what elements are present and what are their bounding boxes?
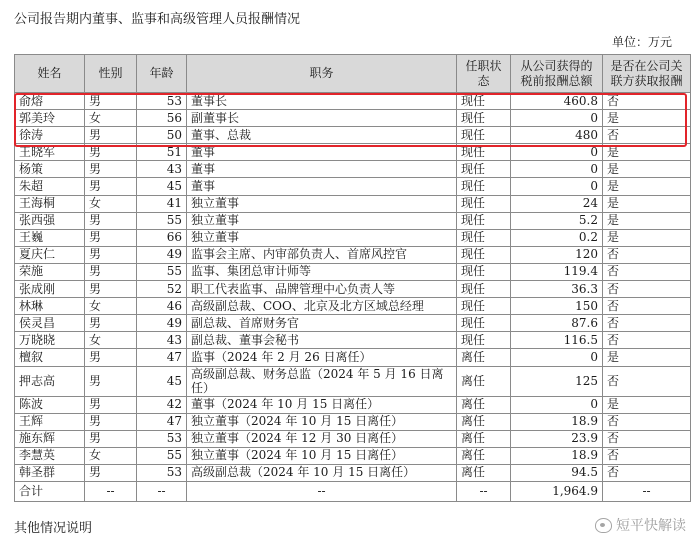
header-related: 是否在公司关联方获取报酬 bbox=[603, 55, 691, 93]
cell-gender: 女 bbox=[85, 298, 137, 315]
cell-name: 俞熔 bbox=[15, 93, 85, 110]
cell-age: 49 bbox=[137, 315, 187, 332]
cell-status: 离任 bbox=[457, 396, 511, 413]
cell-age: 47 bbox=[137, 413, 187, 430]
table-row bbox=[15, 178, 691, 195]
cell-age: -- bbox=[137, 481, 187, 501]
cell-status: 现任 bbox=[457, 127, 511, 144]
cell-name: 王辉 bbox=[15, 413, 85, 430]
watermark bbox=[595, 515, 686, 535]
cell-gender: 男 bbox=[85, 315, 137, 332]
cell-status: 现任 bbox=[457, 298, 511, 315]
cell-related: 是 bbox=[603, 349, 691, 366]
table-row bbox=[15, 93, 691, 110]
total-row bbox=[15, 481, 691, 501]
cell-title: 高级副总裁、COO、北京及北方区域总经理 bbox=[187, 298, 457, 315]
cell-status: 离任 bbox=[457, 430, 511, 447]
cell-pay: 87.6 bbox=[511, 315, 603, 332]
cell-title: 副总裁、首席财务官 bbox=[187, 315, 457, 332]
cell-name: 杨策 bbox=[15, 161, 85, 178]
cell-related: 否 bbox=[603, 366, 691, 396]
cell-name: 万晓晓 bbox=[15, 332, 85, 349]
cell-age: 55 bbox=[137, 447, 187, 464]
cell-gender: 男 bbox=[85, 212, 137, 229]
cell-age: 55 bbox=[137, 212, 187, 229]
table-row bbox=[15, 263, 691, 280]
cell-gender: 男 bbox=[85, 396, 137, 413]
cell-pay: 0 bbox=[511, 178, 603, 195]
cell-name: 韩圣群 bbox=[15, 464, 85, 481]
cell-related: 否 bbox=[603, 430, 691, 447]
table-row bbox=[15, 229, 691, 246]
watermark-text: 短平快解读 bbox=[616, 518, 686, 534]
cell-status: 离任 bbox=[457, 447, 511, 464]
cell-related: 否 bbox=[603, 315, 691, 332]
cell-age: 55 bbox=[137, 263, 187, 280]
cell-status: 现任 bbox=[457, 161, 511, 178]
cell-title: 董事 bbox=[187, 144, 457, 161]
cell-related: 是 bbox=[603, 229, 691, 246]
cell-gender: 男 bbox=[85, 349, 137, 366]
cell-age: 42 bbox=[137, 396, 187, 413]
cell-title: 独立董事（2024 年 10 月 15 日离任） bbox=[187, 413, 457, 430]
cell-name: 陈波 bbox=[15, 396, 85, 413]
table-body bbox=[15, 93, 691, 502]
page-title: 公司报告期内董事、监事和高级管理人员报酬情况 bbox=[14, 12, 301, 27]
table-row bbox=[15, 144, 691, 161]
table-row bbox=[15, 366, 691, 396]
cell-name: 荣施 bbox=[15, 263, 85, 280]
cell-age: 66 bbox=[137, 229, 187, 246]
compensation-table bbox=[14, 54, 691, 502]
cell-gender: 男 bbox=[85, 229, 137, 246]
cell-name: 施东辉 bbox=[15, 430, 85, 447]
cell-gender: 女 bbox=[85, 195, 137, 212]
cell-gender: 男 bbox=[85, 178, 137, 195]
table-row bbox=[15, 127, 691, 144]
table-row bbox=[15, 332, 691, 349]
cell-status: 现任 bbox=[457, 229, 511, 246]
cell-pay: 119.4 bbox=[511, 263, 603, 280]
cell-related: 否 bbox=[603, 263, 691, 280]
cell-related: -- bbox=[603, 481, 691, 501]
cell-age: 47 bbox=[137, 349, 187, 366]
cell-title: 独立董事 bbox=[187, 229, 457, 246]
cell-age: 45 bbox=[137, 366, 187, 396]
cell-title: 董事长 bbox=[187, 93, 457, 110]
cell-pay: 116.5 bbox=[511, 332, 603, 349]
cell-name: 朱超 bbox=[15, 178, 85, 195]
cell-status: 现任 bbox=[457, 263, 511, 280]
cell-title: 独立董事 bbox=[187, 212, 457, 229]
cell-age: 50 bbox=[137, 127, 187, 144]
cell-status: 离任 bbox=[457, 349, 511, 366]
cell-pay: 24 bbox=[511, 195, 603, 212]
cell-gender: 男 bbox=[85, 93, 137, 110]
cell-pay: 0.2 bbox=[511, 229, 603, 246]
cell-pay: 36.3 bbox=[511, 281, 603, 298]
cell-gender: 男 bbox=[85, 161, 137, 178]
cell-gender: 男 bbox=[85, 464, 137, 481]
cell-title: 董事、总裁 bbox=[187, 127, 457, 144]
cell-pay: 0 bbox=[511, 349, 603, 366]
cell-title: 董事（2024 年 10 月 15 日离任） bbox=[187, 396, 457, 413]
cell-title: 独立董事（2024 年 10 月 15 日离任） bbox=[187, 447, 457, 464]
cell-gender: 女 bbox=[85, 110, 137, 127]
table-row bbox=[15, 315, 691, 332]
cell-pay: 1,964.9 bbox=[511, 481, 603, 501]
table-row bbox=[15, 447, 691, 464]
header-title: 职务 bbox=[187, 55, 457, 93]
cell-name: 夏庆仁 bbox=[15, 246, 85, 263]
cell-status: 现任 bbox=[457, 281, 511, 298]
cell-status: 离任 bbox=[457, 464, 511, 481]
cell-related: 是 bbox=[603, 195, 691, 212]
cell-related: 否 bbox=[603, 127, 691, 144]
cell-pay: 0 bbox=[511, 110, 603, 127]
header-name: 姓名 bbox=[15, 55, 85, 93]
cell-related: 是 bbox=[603, 396, 691, 413]
table-header-row bbox=[15, 55, 691, 93]
cell-gender: 男 bbox=[85, 263, 137, 280]
cell-status: 现任 bbox=[457, 144, 511, 161]
cell-age: 53 bbox=[137, 430, 187, 447]
cell-age: 53 bbox=[137, 93, 187, 110]
cell-related: 否 bbox=[603, 464, 691, 481]
header-gender: 性别 bbox=[85, 55, 137, 93]
cell-title: 高级副总裁、财务总监（2024 年 5 月 16 日离任） bbox=[187, 366, 457, 396]
cell-gender: 男 bbox=[85, 246, 137, 263]
cell-related: 否 bbox=[603, 298, 691, 315]
cell-name: 侯灵昌 bbox=[15, 315, 85, 332]
cell-pay: 94.5 bbox=[511, 464, 603, 481]
header-age: 年龄 bbox=[137, 55, 187, 93]
cell-age: 43 bbox=[137, 332, 187, 349]
cell-gender: 男 bbox=[85, 413, 137, 430]
cell-age: 43 bbox=[137, 161, 187, 178]
table-row bbox=[15, 349, 691, 366]
cell-related: 否 bbox=[603, 246, 691, 263]
cell-title: 独立董事 bbox=[187, 195, 457, 212]
cell-title: -- bbox=[187, 481, 457, 501]
cell-title: 监事会主席、内审部负责人、首席风控官 bbox=[187, 246, 457, 263]
table-row bbox=[15, 298, 691, 315]
cell-name: 李慧英 bbox=[15, 447, 85, 464]
cell-title: 董事 bbox=[187, 178, 457, 195]
cell-pay: 480 bbox=[511, 127, 603, 144]
cell-status: 离任 bbox=[457, 366, 511, 396]
cell-age: 41 bbox=[137, 195, 187, 212]
cell-name: 张西强 bbox=[15, 212, 85, 229]
cell-name: 张成刚 bbox=[15, 281, 85, 298]
cell-title: 监事（2024 年 2 月 26 日离任） bbox=[187, 349, 457, 366]
cell-related: 是 bbox=[603, 110, 691, 127]
cell-age: 56 bbox=[137, 110, 187, 127]
cell-age: 46 bbox=[137, 298, 187, 315]
table-row bbox=[15, 464, 691, 481]
table-row bbox=[15, 110, 691, 127]
weibo-icon bbox=[595, 518, 612, 533]
cell-pay: 460.8 bbox=[511, 93, 603, 110]
cell-related: 否 bbox=[603, 93, 691, 110]
cell-status: 现任 bbox=[457, 178, 511, 195]
cell-pay: 0 bbox=[511, 161, 603, 178]
cell-title: 副董事长 bbox=[187, 110, 457, 127]
cell-name: 王晓军 bbox=[15, 144, 85, 161]
footer-note: 其他情况说明 bbox=[14, 521, 93, 536]
cell-name: 押志高 bbox=[15, 366, 85, 396]
cell-status: 现任 bbox=[457, 315, 511, 332]
cell-name: 郭美玲 bbox=[15, 110, 85, 127]
table-row bbox=[15, 430, 691, 447]
cell-status: 现任 bbox=[457, 110, 511, 127]
cell-title: 独立董事（2024 年 12 月 30 日离任） bbox=[187, 430, 457, 447]
cell-related: 是 bbox=[603, 161, 691, 178]
cell-related: 否 bbox=[603, 281, 691, 298]
cell-age: 45 bbox=[137, 178, 187, 195]
cell-age: 49 bbox=[137, 246, 187, 263]
cell-title: 职工代表监事、品牌管理中心负责人等 bbox=[187, 281, 457, 298]
cell-status: 离任 bbox=[457, 413, 511, 430]
cell-gender: -- bbox=[85, 481, 137, 501]
cell-gender: 女 bbox=[85, 332, 137, 349]
cell-name: 合计 bbox=[15, 481, 85, 501]
cell-pay: 5.2 bbox=[511, 212, 603, 229]
cell-age: 51 bbox=[137, 144, 187, 161]
table-row bbox=[15, 161, 691, 178]
cell-pay: 125 bbox=[511, 366, 603, 396]
cell-age: 52 bbox=[137, 281, 187, 298]
cell-related: 否 bbox=[603, 413, 691, 430]
cell-pay: 150 bbox=[511, 298, 603, 315]
cell-status: 现任 bbox=[457, 93, 511, 110]
cell-gender: 男 bbox=[85, 281, 137, 298]
cell-status: 现任 bbox=[457, 195, 511, 212]
cell-name: 王巍 bbox=[15, 229, 85, 246]
cell-related: 是 bbox=[603, 212, 691, 229]
cell-title: 监事、集团总审计师等 bbox=[187, 263, 457, 280]
cell-status: 现任 bbox=[457, 212, 511, 229]
cell-status: 现任 bbox=[457, 246, 511, 263]
cell-age: 53 bbox=[137, 464, 187, 481]
cell-gender: 男 bbox=[85, 144, 137, 161]
header-status: 任职状态 bbox=[457, 55, 511, 93]
cell-pay: 18.9 bbox=[511, 447, 603, 464]
cell-related: 是 bbox=[603, 178, 691, 195]
cell-related: 否 bbox=[603, 447, 691, 464]
cell-name: 王海桐 bbox=[15, 195, 85, 212]
table-row bbox=[15, 396, 691, 413]
cell-status: 现任 bbox=[457, 332, 511, 349]
table-row bbox=[15, 413, 691, 430]
table-row bbox=[15, 246, 691, 263]
cell-name: 檀叙 bbox=[15, 349, 85, 366]
cell-pay: 23.9 bbox=[511, 430, 603, 447]
cell-title: 董事 bbox=[187, 161, 457, 178]
cell-status: -- bbox=[457, 481, 511, 501]
cell-related: 是 bbox=[603, 144, 691, 161]
header-pay: 从公司获得的税前报酬总额 bbox=[511, 55, 603, 93]
cell-gender: 女 bbox=[85, 447, 137, 464]
cell-gender: 男 bbox=[85, 127, 137, 144]
cell-name: 林琳 bbox=[15, 298, 85, 315]
table-row bbox=[15, 281, 691, 298]
cell-pay: 0 bbox=[511, 396, 603, 413]
table-row bbox=[15, 212, 691, 229]
cell-title: 副总裁、董事会秘书 bbox=[187, 332, 457, 349]
cell-related: 否 bbox=[603, 332, 691, 349]
table-row bbox=[15, 195, 691, 212]
cell-gender: 男 bbox=[85, 430, 137, 447]
cell-pay: 0 bbox=[511, 144, 603, 161]
cell-pay: 18.9 bbox=[511, 413, 603, 430]
unit-label: 单位：万元 bbox=[611, 35, 672, 49]
cell-gender: 男 bbox=[85, 366, 137, 396]
cell-pay: 120 bbox=[511, 246, 603, 263]
cell-title: 高级副总裁（2024 年 10 月 15 日离任） bbox=[187, 464, 457, 481]
cell-name: 徐涛 bbox=[15, 127, 85, 144]
